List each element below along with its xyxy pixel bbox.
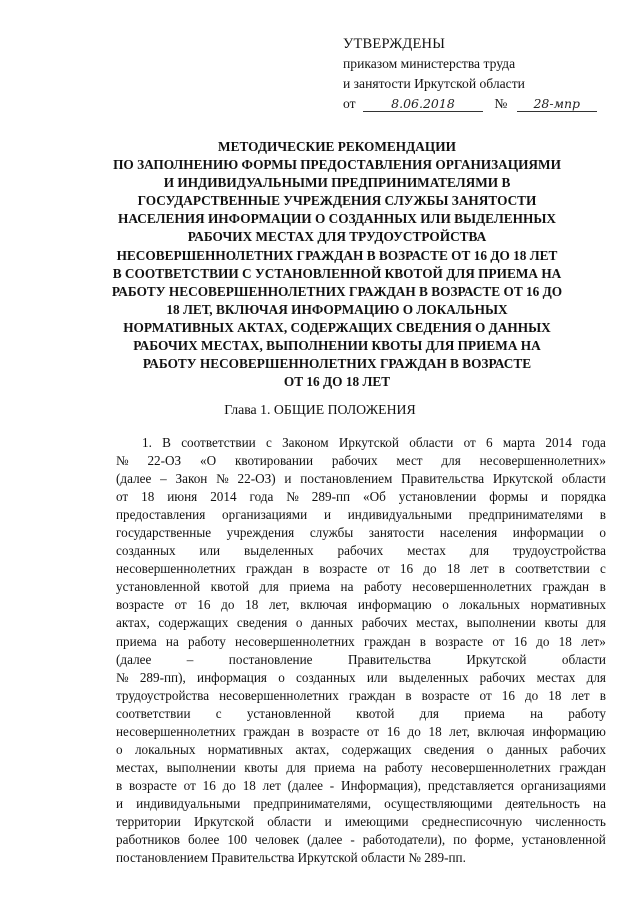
paragraph-line: в возрасте от 16 до 18 лет (далее - Информация), представляется организациями — [116, 777, 606, 793]
paragraph-line: (далее – Закон № 22-ОЗ) и постановлением Правительства Иркутской области — [116, 471, 606, 487]
paragraph-line: созданных или выделенных рабочих местах для трудоустройства — [116, 543, 606, 559]
approval-ministry-line: и занятости Иркутской области — [343, 76, 525, 91]
paragraph-line: несовершеннолетних граждан в возрасте от 16 до 18 лет, включая информацию — [116, 723, 606, 739]
paragraph-line: постановлением Правительства Иркутской области № 289-пп. — [116, 850, 466, 866]
approval-title: УТВЕРЖДЕНЫ — [343, 36, 446, 52]
paragraph-line: приема на работу несовершеннолетних граждан в возрасте от 16 до 18 лет» — [116, 633, 606, 649]
approval-block — [343, 34, 603, 114]
paragraph-line: трудоустройства несовершеннолетних граждан в возрасте от 16 до 18 лет в — [116, 687, 606, 703]
paragraph-line: о локальных нормативных актах, содержащих сведения о данных рабочих — [116, 741, 606, 757]
chapter-heading: Глава 1. ОБЩИЕ ПОЛОЖЕНИЯ — [224, 402, 416, 417]
title-line: РАБОЧИХ МЕСТАХ ДЛЯ ТРУДОУСТРОЙСТВА — [187, 229, 487, 245]
paragraph-line: № 289-пп), информация о созданных или выделенных рабочих местах для — [116, 669, 606, 685]
paragraph-line: несовершеннолетних граждан в возрасте от 16 до 18 лет в соответствии с — [116, 561, 606, 577]
date-prefix: от — [343, 96, 356, 111]
title-line: ГОСУДАРСТВЕННЫЕ УЧРЕЖДЕНИЯ СЛУЖБЫ ЗАНЯТОСТИ — [137, 193, 537, 209]
approval-date-number-line — [343, 94, 603, 114]
title-line: РАБОТУ НЕСОВЕРШЕННОЛЕТНИХ ГРАЖДАН В ВОЗРАСТЕ — [142, 356, 532, 372]
body-paragraph — [116, 434, 606, 867]
paragraph-line: 1. В соответствии с Законом Иркутской области от 6 марта 2014 года — [142, 435, 606, 450]
title-line: НОРМАТИВНЫХ АКТАХ, СОДЕРЖАЩИХ СВЕДЕНИЯ О ДАННЫХ — [123, 319, 551, 335]
paragraph-line: установленной квотой для приема на работу несовершеннолетних граждан в — [116, 579, 606, 595]
paragraph-line: предоставления организациями и индивидуальными предпринимателями в — [116, 507, 606, 523]
title-line: ОТ 16 ДО 18 ЛЕТ — [283, 374, 391, 390]
title-line: РАБОТУ НЕСОВЕРШЕННОЛЕТНИХ ГРАЖДАН В ВОЗРАСТЕ ОТ 16 ДО — [111, 283, 563, 299]
title-line: НЕСОВЕРШЕННОЛЕТНИХ ГРАЖДАН В ВОЗРАСТЕ ОТ 16 ДО 18 ЛЕТ — [116, 247, 558, 263]
paragraph-line: местах, выполнении квоты для приема на работу несовершеннолетних граждан — [116, 759, 606, 775]
handwritten-date: 8.06.2018 — [363, 97, 483, 112]
paragraph-line: № 22-ОЗ «О квотировании рабочих мест для несовершеннолетних» — [116, 453, 606, 469]
paragraph-line: от 18 июня 2014 года № 289-пп «Об установлении формы и порядка — [116, 489, 606, 505]
paragraph-line: государственные учреждения службы занятости населения информации о — [116, 525, 606, 541]
title-line: И ИНДИВИДУАЛЬНЫМИ ПРЕДПРИНИМАТЕЛЯМИ В — [163, 175, 511, 191]
paragraph-line: актах, содержащих сведения о данных рабочих местах, выполнении квоты для — [116, 615, 606, 631]
paragraph-line: территории Иркутской области и имеющими среднесписочную численность — [116, 813, 606, 829]
title-line: МЕТОДИЧЕСКИЕ РЕКОМЕНДАЦИИ — [218, 139, 456, 154]
title-line: ПО ЗАПОЛНЕНИЮ ФОРМЫ ПРЕДОСТАВЛЕНИЯ ОРГАНИЗАЦИЯМИ — [113, 157, 561, 173]
paragraph-line: работников более 100 человек (далее - работодатели), по форме, установленной — [116, 832, 606, 848]
paragraph-line: и индивидуальными предпринимателями, осуществляющими деятельность на — [116, 795, 606, 811]
title-line: В СООТВЕТСТВИИ С УСТАНОВЛЕННОЙ КВОТОЙ ДЛЯ ПРИЕМА НА — [112, 265, 562, 281]
approval-order-line: приказом министерства труда — [343, 56, 516, 71]
title-line: НАСЕЛЕНИЯ ИНФОРМАЦИИ О СОЗДАННЫХ ИЛИ ВЫДЕЛЕННЫХ — [118, 211, 556, 227]
paragraph-line: возрасте от 16 до 18 лет, включая информацию о локальных нормативных — [116, 597, 606, 613]
paragraph-line: (далее – постановление Правительства Иркутской области — [116, 651, 606, 667]
title-line: РАБОЧИХ МЕСТАХ, ВЫПОЛНЕНИИ КВОТЫ ДЛЯ ПРИЕМА НА — [133, 338, 541, 354]
title-line: 18 ЛЕТ, ВКЛЮЧАЯ ИНФОРМАЦИЮ О ЛОКАЛЬНЫХ — [166, 301, 508, 317]
document-title — [72, 138, 602, 391]
handwritten-order-number: 28-мпр — [517, 97, 597, 112]
paragraph-line: соответствии с установленной квотой для приема на работу — [116, 705, 606, 721]
number-prefix: № — [494, 96, 508, 111]
